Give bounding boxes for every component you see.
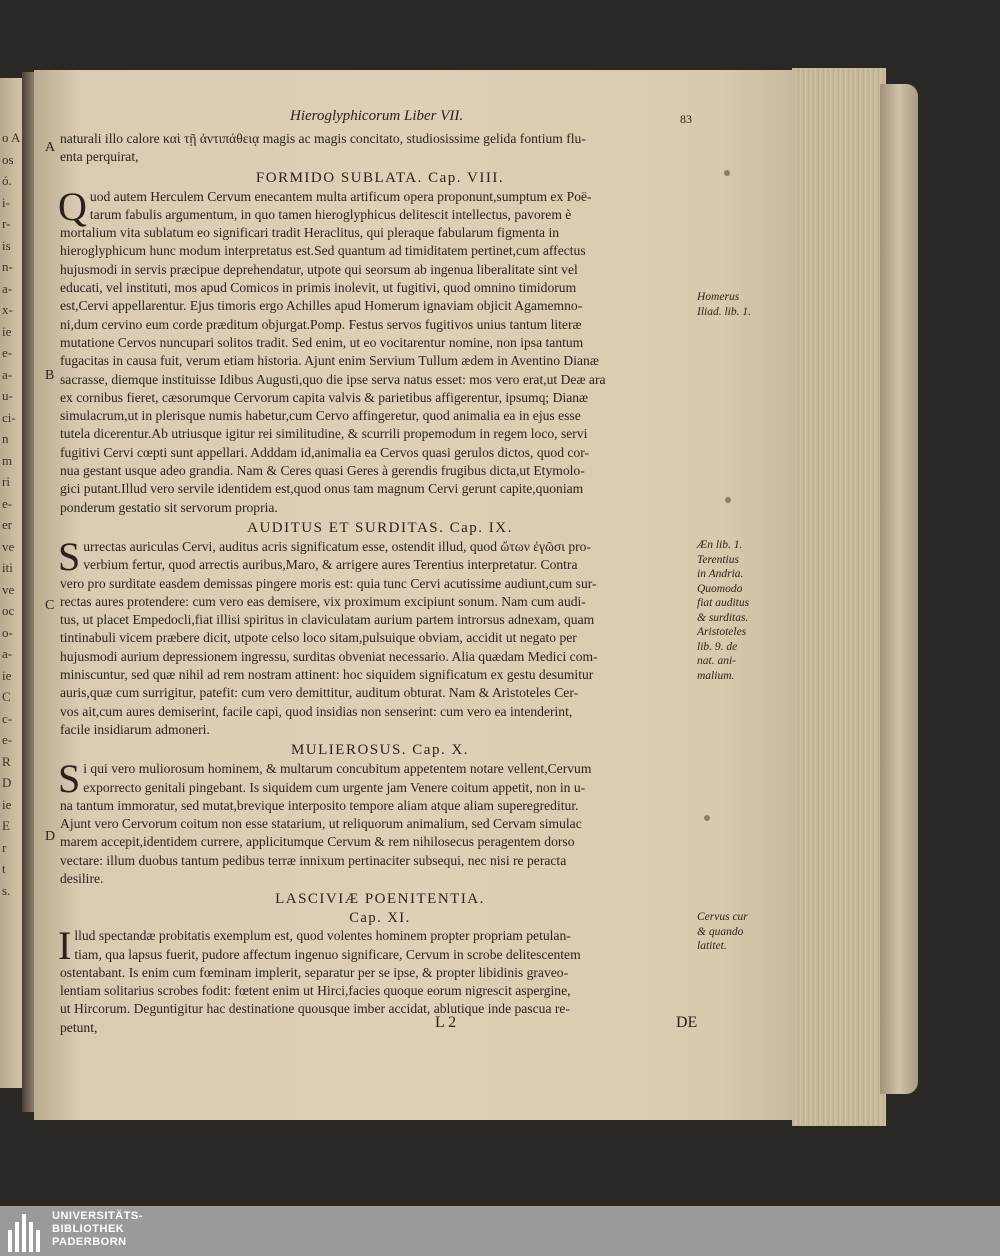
text-line: tus, ut placet Empedocli,fiat illisi spiritus in claviculatam aurium partem introrsus adnexam, quam [60, 612, 595, 628]
text-line: facile insidiarum admoneri. [60, 721, 210, 737]
margin-note-line: Terentius [697, 553, 739, 566]
left-page-fragment: n [2, 431, 9, 446]
text-line: i qui vero muliorosum hominem, & multarum concubitum appetentem notare vellent,Cervum [83, 761, 592, 777]
margin-note-line: latitet. [697, 940, 727, 952]
text-line: enta perquirat, [60, 149, 139, 165]
text-line: tarum fabulis argumentum, in quo tamen hieroglyphicus delitescit intellectus, pavorem è [89, 206, 572, 222]
text-line: vero pro surditate easdem demissas pingere moris est: quia tunc Cervi acutissime audiunt,cum sur- [60, 575, 597, 591]
text-line: hujusmodi aurium depressionem ingressu, surditas obveniat necessario. Alia quædam Medici com- [60, 648, 598, 664]
left-page-fragment: D [2, 775, 12, 790]
left-page-fragment: t [2, 861, 6, 876]
left-page-fragment: os [2, 151, 14, 167]
margin-note-line: fiat auditus [697, 597, 750, 609]
left-page-fragment: e- [2, 345, 13, 360]
text-line: tintinabuli vicem præbere dicit, utpote celso loco sitam,pulsuique obviam, accidit ut negato per [60, 630, 577, 646]
text-line: fugacitas in causa fuit, verum etiam historia. Ajunt enim Servium Tullum ædem in Aventino Dianæ [60, 353, 599, 369]
left-page-fragment: c- [2, 710, 13, 726]
left-page-fragment: R [2, 753, 11, 769]
text-line: ut Hircorum. Deguntigitur hac destinatione quousque imber accidat, ablutique inde pascua re- [60, 1001, 570, 1017]
section-heading: FORMIDO SUBLATA. Cap. VIII. [255, 169, 505, 186]
section-paragraph [58, 756, 700, 888]
text-line: lentiam solitarius scrobes fodit: fœtent enim ut Hirci,facies quoque eorum nigrescit aspergine, [60, 983, 571, 999]
text-line: marem accepit,identidem currere, applicitumque Cervum & rem nihilosecus peragentem dorso [60, 834, 575, 850]
margin-note-line: & surditas. [697, 611, 749, 624]
margin-note-line: Cervus cur [697, 911, 748, 923]
section-heading: MULIEROSUS. Cap. X. [290, 742, 470, 759]
left-page-fragment: a- [2, 280, 13, 296]
left-page-fragment: E [2, 818, 10, 833]
section-paragraph [58, 183, 700, 517]
margin-note-line: nat. ani- [697, 655, 736, 667]
text-line: urrectas auriculas Cervi, auditus acris significatum esse, ostendit illud, quod ὤτων ἐγῶσι pro- [83, 538, 591, 554]
left-page-fragment: a- [2, 646, 13, 661]
text-line: tutela dicerentur.Ab utriusque igitur rei similitudine, & scurrili propemodum in regem loco, servi [60, 426, 588, 442]
page-stain [724, 170, 730, 176]
text-line: na tantum immoratur, sed mutat,brevique interposito tempore aliam atque aliam superegreditur. [60, 797, 579, 813]
page-edges [792, 68, 886, 1126]
text-line: auris,quæ cum surrigitur, patefit: cum vero demittitur, auditum obturat. Nam & Aristoteles Cer- [60, 685, 579, 701]
book-cover-edge [880, 84, 918, 1094]
section-heading: AUDITUS ET SURDITAS. Cap. IX. [247, 519, 513, 536]
left-page-fragment: e- [2, 495, 13, 511]
text-line: ni,dum cervino eum corde præditum objurgat.Pomp. Festus servos fugitivos unius tantum literæ [60, 316, 582, 332]
text-line: exporrecto genitali pingebant. Is siquidem cum urgente jam Venere coitum appetit, non in u- [83, 779, 586, 795]
left-page-fragment: i- [2, 194, 10, 210]
text-line: verbium fertur, quod arrectis auribus,Maro, & arrigere aures Terentius interpretatur. Contra [83, 557, 578, 573]
left-page-fragment: ie [2, 667, 12, 683]
text-line: hujusmodi in servis præcipue deprehendatur, utpote qui seorsum ab ingenua liberalitate sint vel [60, 261, 578, 277]
margin-note-line: malium. [697, 669, 735, 682]
text-line: ex cornibus fieret, cæsorumque Cervorum capita valvis & parietibus affigerentur, ipsumq; Dianæ [60, 389, 589, 405]
initial-letter: I [58, 923, 72, 969]
text-line: mortalium vita sublatum eo significari tradit Heraclitus, qui pleraque fabularum figmenta in [60, 225, 560, 241]
left-page-fragment: C [2, 689, 11, 704]
left-page-fragment: is [2, 237, 11, 253]
text-line: petunt, [60, 1019, 98, 1035]
text-line: llud spectandæ probitatis exemplum est, quod volentes hominem propter propriam petulan- [74, 928, 571, 944]
catchword: DE [676, 1014, 698, 1031]
text-line: nua gestant usque adeo grandia. Nam & Ceres quasi Geres à gerendis frugibus dicta,ut Etymolo- [60, 463, 585, 479]
running-head: Hieroglyphicorum Liber VII. [290, 108, 464, 124]
left-page-fragment: s. [2, 882, 11, 898]
text-line: naturali illo calore καὶ τῇ ἀντιπάθειᾳ magis ac magis concitato, studiosissime gelida fontium flu- [60, 131, 586, 146]
text-line: educati, vel instituti, mos apud Comicos in primis inolevit, ut fugitivi, quod omnino timidorum [60, 280, 577, 296]
library-footer [0, 1206, 1000, 1256]
margin-note-line: in Andria. [697, 568, 744, 580]
text-line: fugitivi Cervi cœpti sunt appellari. Adddam id,animalia ea Cervos quasi gerulos dictos, quod cor- [60, 444, 590, 460]
page-number: 83 [680, 112, 692, 126]
page-stain [704, 815, 710, 821]
left-page-fragment: ve [2, 538, 15, 554]
initial-letter: S [58, 533, 81, 579]
margin-note-line: Homerus [697, 291, 740, 303]
margin-note-line: Iliad. lib. 1. [697, 305, 751, 318]
left-page-fragment: r [2, 839, 7, 855]
text-line: rectas aures protendere: cum vero eas demisere, vix proximum excipiunt sonum. Nam cum audi- [60, 593, 586, 609]
page-stain [725, 497, 731, 503]
margin-note-line: Aristoteles [697, 626, 747, 638]
logo-line: UNIVERSITÄTS- [52, 1210, 143, 1222]
left-page-fragment: oc [2, 603, 15, 618]
text-line: uod autem Herculem Cervum enecantem multa artificum opera proponunt,sumptum ex Poë- [89, 188, 592, 204]
left-page-fragment: o- [2, 624, 13, 640]
margin-note-line: Æn lib. 1. [697, 539, 743, 551]
text-line: ponderum gestatio sit servorum propria. [60, 499, 278, 515]
left-page-fragment: o A [2, 130, 21, 145]
logo-line: PADERBORN [52, 1236, 127, 1248]
margin-letter-c: C [45, 598, 55, 613]
left-page-fragment: ri [2, 474, 10, 489]
library-logo-text [52, 1210, 143, 1249]
text-line: miniscuntur, sed quæ nihil ad rem nostram attinent: hoc siquidem significatum ex gestu desumitur [60, 667, 594, 683]
left-page-fragment: u- [2, 388, 13, 403]
margin-note-line: & quando [697, 925, 744, 938]
section-heading: LASCIVIÆ POENITENTIA. [275, 891, 485, 908]
text-line: tiam, qua lapsus fuerit, pudore affectum ingenuo significare, Cervum in scrobe delitescentem [74, 946, 581, 962]
margin-note-auditus [697, 538, 749, 683]
text-line: mutatione Cervos nuncupari solitos tradit. Sed enim, ut eo vocitarentur nomine, non ipsa tantum [60, 334, 584, 350]
left-page-fragment: e- [2, 732, 13, 747]
left-page-fragment: ó. [2, 173, 12, 188]
signature-mark: L 2 [435, 1014, 457, 1031]
section-paragraph [58, 923, 700, 1037]
text-line: vos ait,cum aures demiserint, facile capi, quod insidias non senserint: cum vero ea intenderint, [60, 703, 573, 719]
margin-note-line: Quomodo [697, 582, 743, 595]
margin-note-line: lib. 9. de [697, 640, 738, 653]
body-text [60, 130, 700, 1037]
text-line: hieroglyphicum hunc modum interpretatus est.Sed quantum ad timiditatem pertinet,cum affectus [60, 243, 586, 259]
section-subheading: Cap. XI. [349, 910, 411, 927]
library-logo-icon [8, 1210, 44, 1252]
text-line: Ajunt vero Cervorum coitum non esse statarium, ut reliquorum animalium, sed Cervam simulac [60, 816, 582, 832]
initial-letter: Q [58, 183, 87, 229]
margin-letter-d: D [45, 829, 56, 844]
text-line: vectare: illum duobus tantum pedibus terræ innixum pertinaciter subsequi, nec nisi re peracta [60, 852, 567, 868]
margin-note-cervus [697, 910, 748, 954]
left-page-fragment: n- [2, 259, 13, 274]
left-page-fragment: a- [2, 366, 13, 382]
text-line: simulacrum,ut in plerisque numis habetur,cum Cervo affingeretur, quod animalia ea in ejus esse [60, 408, 581, 424]
margin-letter-b: B [45, 368, 55, 383]
text-line: est,Cervi appellarentur. Ejus timoris ergo Achilles apud Homerum ignaviam objicit Agamemno- [60, 298, 583, 314]
left-page-fragment: ie [2, 323, 12, 339]
text-line: desilire. [60, 870, 104, 886]
left-page-fragment: m [2, 452, 13, 468]
left-page-fragment: x- [2, 302, 13, 317]
margin-note-homerus [697, 290, 751, 319]
left-page-fragment: er [2, 517, 13, 532]
left-page-fragment: iti [2, 560, 13, 575]
left-page-fragment: ci- [2, 409, 16, 425]
text-line: sacrasse, diemque instituisse Idibus Augusti,quo die ipse serva natus esset: mos vero erat,ut Deæ ara [60, 371, 606, 387]
left-page-fragment: ve [2, 581, 15, 597]
text-line: ostentabant. Is enim cum fœminam implerit, separatur per se ipse, & propter libidinis graveo- [60, 964, 569, 980]
left-page-fragment: ie [2, 796, 12, 812]
left-page-fragment: r- [2, 216, 11, 231]
logo-line: BIBLIOTHEK [52, 1223, 125, 1235]
text-line: gici putant.Illud vero servile identidem est,quod onus tam magnum Cervi gerunt capite,quoniam [60, 481, 584, 497]
margin-letter-a: A [45, 140, 56, 155]
section-paragraph [58, 533, 700, 739]
initial-letter: S [58, 756, 81, 802]
